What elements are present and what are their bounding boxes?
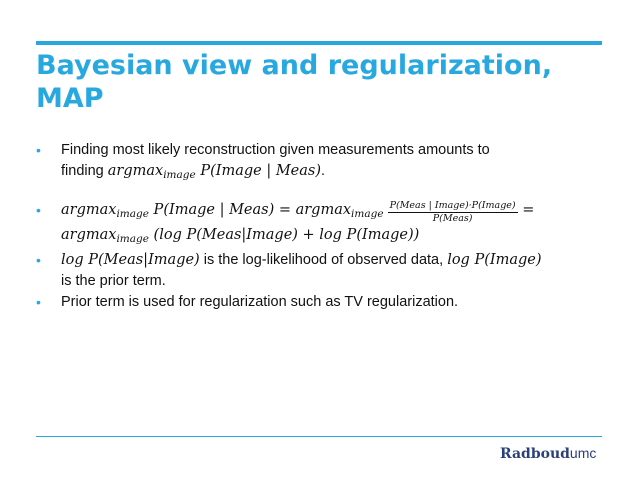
- bullet-2: [36, 200, 596, 250]
- bullet-2-math-argmax-3: argmax: [61, 227, 117, 243]
- bullet-2-math-prob: P(Image | Meas) =: [148, 202, 296, 218]
- bullet-3-math-logprior: log P(Image): [447, 252, 542, 268]
- bullet-1-text-1: Finding most likely reconstruction given measurements amounts to: [61, 142, 490, 158]
- bullet-4-text: Prior term is used for regularization such as TV regularization.: [61, 294, 459, 310]
- bullet-1-text-2: finding: [61, 163, 108, 179]
- bullet-2-math-argmax-1: argmax: [61, 202, 117, 218]
- fraction-numerator: P(Meas | Image)·P(Image): [389, 200, 516, 211]
- bullet-dot: •: [36, 294, 41, 310]
- title-line-1: Bayesian view and regularization,: [36, 50, 553, 81]
- bullet-1-text-3: .: [321, 163, 326, 179]
- bullet-4: [36, 292, 596, 313]
- bullet-2-math-argmax-2: argmax: [295, 202, 352, 218]
- bullet-2-math-sub-2: image: [351, 208, 384, 220]
- bullet-list: [36, 140, 596, 313]
- radboudumc-logo: [500, 445, 596, 462]
- bullet-dot: •: [36, 252, 41, 268]
- bullet-dot: •: [36, 142, 41, 158]
- bullet-3: [36, 250, 596, 292]
- bullet-3-text-2: is the prior term.: [61, 273, 166, 289]
- bottom-rule: [36, 436, 602, 437]
- bullet-1-math-argmax: argmax: [107, 163, 164, 179]
- bullet-1-math-prob: P(Image | Meas): [195, 163, 322, 179]
- logo-part-1: Radboud: [500, 446, 570, 462]
- bullet-2-math-sub-1: image: [116, 208, 149, 220]
- fraction-denominator: P(Meas): [432, 213, 473, 224]
- bullet-3-text-1: is the log-likelihood of observed data,: [199, 252, 448, 268]
- bullet-2-math-equals: =: [517, 202, 535, 218]
- top-rule: [36, 41, 602, 45]
- bullet-2-fraction: [388, 200, 518, 225]
- title-line-2: MAP: [36, 83, 104, 114]
- bullet-3-math-loglik: log P(Meas|Image): [61, 252, 200, 268]
- bullet-2-math-sub-3: image: [116, 233, 149, 245]
- logo-part-2: umc: [569, 445, 597, 461]
- bullet-2-math-log-sum: (log P(Meas|Image) + log P(Image)): [148, 227, 420, 243]
- bullet-dot: •: [36, 202, 41, 218]
- bullet-1-math-sub: image: [163, 169, 196, 181]
- slide-title: [36, 49, 596, 115]
- bullet-1: [36, 140, 596, 186]
